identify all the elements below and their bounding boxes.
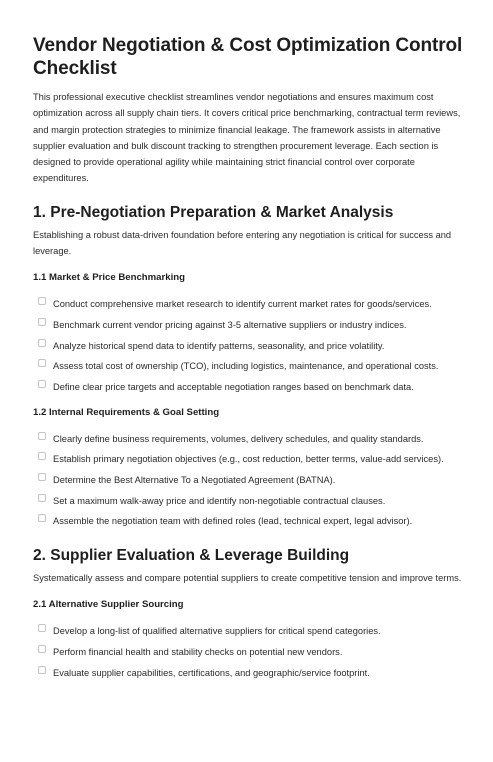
checklist-item-label: Define clear price targets and acceptable negotiation ranges based on benchmark data.: [53, 382, 414, 393]
checklist-item-label: Evaluate supplier capabilities, certifications, and geographic/service footprint.: [53, 667, 370, 678]
checkbox[interactable]: [38, 624, 46, 632]
checkbox[interactable]: [38, 432, 46, 440]
checklist-item[interactable]: [33, 472, 465, 489]
checklist-item[interactable]: [33, 379, 465, 396]
checklist-item[interactable]: [33, 623, 465, 640]
subsection-heading: 2.1 Alternative Supplier Sourcing: [33, 599, 184, 611]
checklist-item-label: Assemble the negotiation team with defined roles (lead, technical expert, legal advisor).: [53, 516, 413, 527]
section-description: Systematically assess and compare potential suppliers to create competitive tension and improve terms.: [33, 572, 462, 583]
checkbox[interactable]: [38, 318, 46, 326]
subsection-heading: 1.1 Market & Price Benchmarking: [33, 272, 185, 284]
checklist-item-label: Set a maximum walk-away price and identify non-negotiable contractual clauses.: [53, 495, 386, 506]
checkbox[interactable]: [38, 645, 46, 653]
checkbox[interactable]: [38, 473, 46, 481]
checkbox[interactable]: [38, 359, 46, 367]
checklist-item-label: Benchmark current vendor pricing against 3-5 alternative suppliers or industry indices.: [53, 320, 407, 331]
subsection-heading: 1.2 Internal Requirements & Goal Setting: [33, 406, 220, 418]
checklist: [33, 296, 465, 395]
checklist: [33, 623, 465, 681]
checklist-item[interactable]: [33, 665, 465, 682]
checkbox[interactable]: [38, 380, 46, 388]
checklist-item-label: Determine the Best Alternative To a Negotiated Agreement (BATNA).: [53, 475, 336, 485]
intro-paragraph: This professional executive checklist streamlines vendor negotiations and ensures maximum cost optimization across all supply chain tiers. It covers critical price benchmarking, contractual term reviews, and margin protection strategies to minimize financial leakage. The framework assists in alternative supplier evaluation and bulk discount tracking to strengthen procurement leverage. Each section is designed to provide operational agility while maintaining strict financial control over corporate expenditures.: [33, 92, 461, 184]
checkbox[interactable]: [38, 452, 46, 460]
checklist-item[interactable]: [33, 493, 465, 510]
page-title: Vendor Negotiation & Cost Optimization Control Checklist: [33, 35, 463, 79]
checkbox[interactable]: [38, 666, 46, 674]
checkbox[interactable]: [38, 339, 46, 347]
section-heading: 2. Supplier Evaluation & Leverage Building: [33, 546, 350, 564]
checklist-item[interactable]: [33, 451, 465, 468]
checklist-item[interactable]: [33, 358, 465, 375]
checklist: [33, 431, 465, 530]
checklist-item-label: Perform financial health and stability checks on potential new vendors.: [53, 646, 343, 657]
checklist-item-label: Conduct comprehensive market research to identify current market rates for goods/services.: [53, 299, 432, 310]
checklist-item-label: Clearly define business requirements, volumes, delivery schedules, and quality standards.: [53, 433, 424, 444]
checklist-item[interactable]: [33, 513, 465, 530]
checklist-item[interactable]: [33, 338, 465, 355]
checkbox[interactable]: [38, 297, 46, 305]
checklist-item[interactable]: [33, 644, 465, 661]
section-description: Establishing a robust data-driven foundation before entering any negotiation is critical for success and leverage.: [33, 229, 452, 257]
checklist-item-label: Assess total cost of ownership (TCO), including logistics, maintenance, and operational costs.: [53, 361, 439, 372]
checklist-item-label: Develop a long-list of qualified alternative suppliers for critical spend categories.: [53, 626, 381, 637]
checklist-item[interactable]: [33, 296, 465, 313]
checklist-item[interactable]: [33, 431, 465, 448]
checklist-item[interactable]: [33, 317, 465, 334]
checkbox[interactable]: [38, 514, 46, 522]
checklist-item-label: Analyze historical spend data to identify patterns, seasonality, and price volatility.: [53, 340, 385, 351]
section-heading: 1. Pre-Negotiation Preparation & Market Analysis: [33, 203, 394, 221]
checkbox[interactable]: [38, 494, 46, 502]
checklist-item-label: Establish primary negotiation objectives (e.g., cost reduction, better terms, value-add services).: [53, 454, 444, 465]
